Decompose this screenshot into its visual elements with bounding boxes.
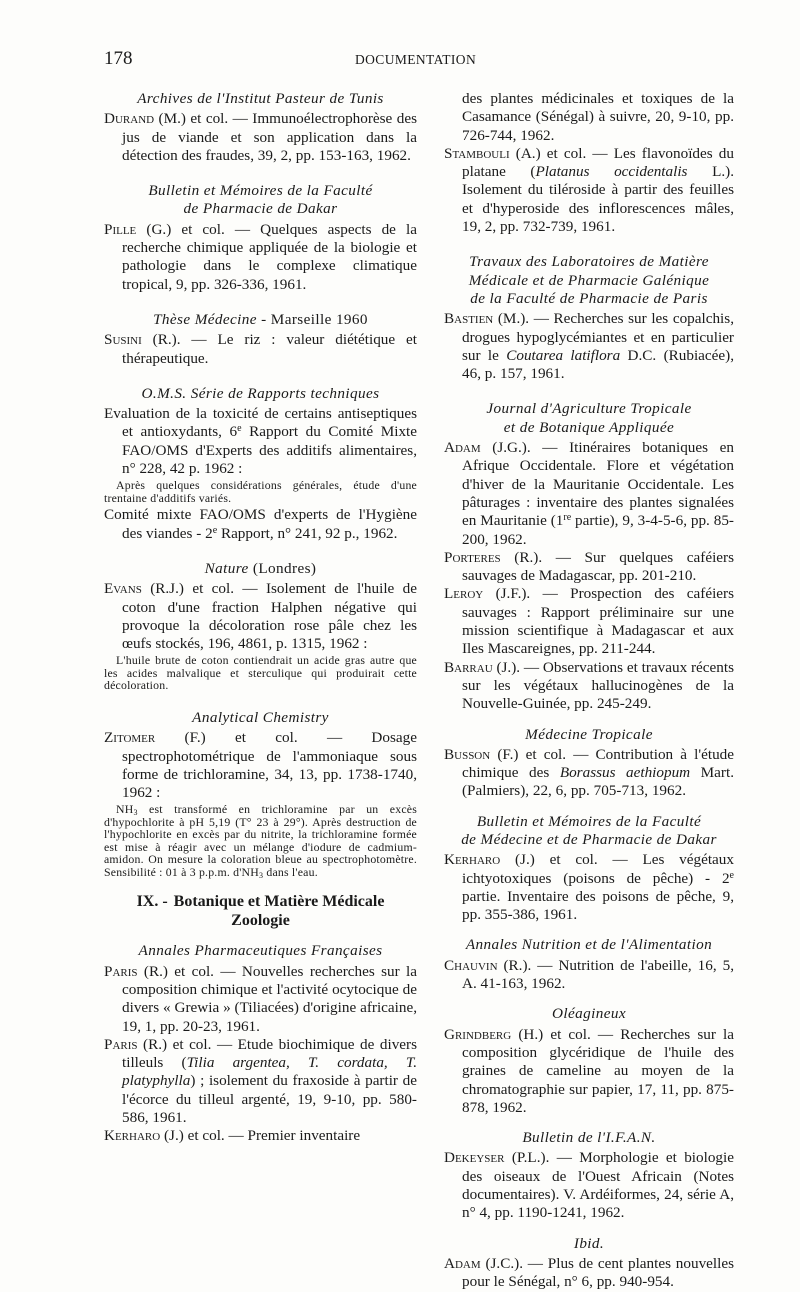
- bibliography-entry: Evaluation de la toxicité de certains antiseptiques et antioxydants, 6e Rapport du Comité Mixte FAO/OMS d'Experts des additifs alimentaires, n° 228, 42 p. 1962 :: [104, 405, 417, 478]
- page-number: 178: [104, 48, 133, 69]
- abstract-note: L'huile brute de coton contiendrait un acide gras autre que les acides malvalique et sterculique qui produirait cette décoloration.: [104, 653, 417, 693]
- section-heading: IX. - Botanique et Matière Médicale Zoologie: [136, 893, 385, 929]
- bibliography-entry: Leroy (J.F.). — Prospection des caféiers sauvages : Rapport préliminaire sur une mission scientifique à Madagascar et aux Iles Mascareignes, pp. 211-244.: [444, 585, 734, 658]
- bibliography-entry: Paris (R.) et col. — Etude biochimique de divers tilleuls (Tilia argentea, T. cordata, T. platyphylla) ; isolement du fraxoside à partir de l'écorce du tilleul argenté, 19, 9-10, pp. 580-586, 1961.: [104, 1035, 417, 1127]
- journal-title: Bulletin de l'I.F.A.N.: [522, 1129, 656, 1147]
- author-name: Stambouli: [444, 144, 510, 162]
- bibliography-entry: Pille (G.) et col. — Quelques aspects de la recherche chimique appliquée de la biologie et pathologie dans le complexe climatique tropical, 9, pp. 326-336, 1961.: [104, 220, 417, 293]
- author-name: Evans: [104, 580, 142, 598]
- abstract-note: $NH_3$ est transformé en trichloramine par un excès d'hypochlorite à pH 5,19 (T° 23 à 29°). Après destruction de l'hypochlorite en excès par du nitrite, la trichloramine formée est mise à réagir avec un mélange d'iodure de cadmium-amidon. On mesure la coloration bleue au spectrophotomètre. Sensibilité : 01 à 3 p.p.m. $d'NH_3$ dans l'eau.: [104, 802, 417, 880]
- bibliography-entry: Paris (R.) et col. — Nouvelles recherches sur la composition chimique et l'activité ocytocique de divers « Grewia » (Tiliacées) d'origine africaine, 19, 1, pp. 20-23, 1961.: [104, 962, 417, 1035]
- journal-title: Archives de l'Institut Pasteur de Tunis: [137, 90, 384, 107]
- bibliography-entry: Porteres (R.). — Sur quelques caféiers sauvages de Madagascar, pp. 201-210.: [444, 548, 734, 585]
- bibliography-entry: Chauvin (R.). — Nutrition de l'abeille, 16, 5, A. 41-163, 1962.: [444, 956, 734, 993]
- author-name: Chauvin: [444, 956, 498, 974]
- journal-title: Bulletin et Mémoires de la Faculté de Pharmacie de Dakar: [148, 182, 373, 218]
- bibliography-entry: Adam (J.C.). — Plus de cent plantes nouvelles pour le Sénégal, n° 6, pp. 940-954.: [444, 1254, 734, 1291]
- right-column: [444, 90, 734, 1292]
- journal-title: Analytical Chemistry: [192, 708, 329, 726]
- bibliography-entry: Dekeyser (P.L.). — Morphologie et biologie des oiseaux de l'Ouest Africain (Notes documentaires). V. Ardéiformes, 24, série A, n° 4, pp. 1190-1241, 1962.: [444, 1149, 734, 1222]
- journal-title: Annales Pharmaceutiques Françaises: [138, 942, 383, 960]
- journal-title: Travaux des Laboratoires de Matière Médicale et de Pharmacie Galénique de la Faculté de Pharmacie de Paris: [468, 253, 710, 307]
- author-name: Leroy: [444, 585, 484, 603]
- bibliography-entry: Barrau (J.). — Observations et travaux récents sur les végétaux hallucinogènes de la Nouvelle-Guinée, pp. 245-249.: [444, 658, 734, 713]
- bibliography-entry: Kerharo (J.) et col. — Premier inventaire: [104, 1127, 361, 1145]
- author-name: Zitomer: [104, 729, 156, 747]
- left-column: [104, 90, 417, 1146]
- journal-title: Thèse Médecine - Marseille 1960: [153, 310, 368, 328]
- bibliography-entry: Grindberg (H.) et col. — Recherches sur la composition glycéridique de l'huile des graines de cameline au moyen de la chromatographie sur papier, 17, 11, pp. 875-878, 1962.: [444, 1025, 734, 1116]
- bibliography-entry: Bastien (M.). — Recherches sur les copalchis, drogues hypoglycémiantes et en particulier sur le Coutarea latiflora D.C. (Rubiacée), 46, p. 157, 1961.: [444, 310, 734, 383]
- bibliography-entry: Busson (F.) et col. — Contribution à l'étude chimique des Borassus aethiopum Mart. (Palmiers), 22, 6, pp. 705-713, 1962.: [444, 745, 734, 800]
- author-name: Barrau: [444, 658, 493, 676]
- author-name: Grindberg: [444, 1025, 512, 1043]
- journal-title: O.M.S. Série de Rapports techniques: [141, 384, 380, 402]
- bibliography-entry: Stambouli (A.) et col. — Les flavonoïdes du platane (Platanus occidentalis L.). Isolement du tiléroside à partir des feuilles et d'hyperoside des inflorescences mâles, 19, 2, pp. 732-739, 1961.: [444, 144, 734, 236]
- bibliography-entry: Kerharo (J.) et col. — Les végétaux ichtyotoxiques (poisons de pêche) - 2e partie. Inventaire des poisons de pêche, 9, pp. 355-386, 1961.: [444, 851, 734, 924]
- journal-title: Ibid.: [573, 1234, 605, 1252]
- author-name: Busson: [444, 745, 491, 763]
- journal-title: Annales Nutrition et de l'Alimentation: [465, 936, 713, 954]
- author-name: Dekeyser: [444, 1149, 505, 1167]
- author-name: Porteres: [444, 548, 501, 566]
- journal-title: Médecine Tropicale: [525, 725, 653, 743]
- journal-title: Nature (Londres): [204, 559, 317, 577]
- author-name: Paris: [104, 1035, 138, 1053]
- journal-title: Bulletin et Mémoires de la Faculté de Médecine et de Pharmacie de Dakar: [461, 812, 717, 848]
- author-name: Adam: [444, 1254, 481, 1272]
- bibliography-entry: Adam (J.G.). — Itinéraires botaniques en Afrique Occidentale. Flore et végétation d'hiver de la Mauritanie Occidentale. Les pâturages : inventaire des plantes signalées en Mauritanie (1re partie), 9, 3-4-5-6, pp. 85-200, 1962.: [444, 439, 734, 548]
- bibliography-entry: Susini (R.). — Le riz : valeur diététique et thérapeutique.: [104, 331, 417, 367]
- abstract-note: Après quelques considérations générales, étude d'une trentaine d'additifs variés.: [104, 478, 417, 505]
- author-name: Paris: [104, 962, 138, 980]
- bibliography-entry: Zitomer (F.) et col. — Dosage spectrophotométrique de l'ammoniaque sous forme de trichloramine, 34, 13, pp. 1738-1740, 1962 :: [104, 729, 417, 802]
- author-name: Pille: [104, 220, 137, 238]
- running-head: DOCUMENTATION: [355, 52, 477, 67]
- author-name: Durand: [104, 110, 155, 128]
- bibliography-entry-continued: des plantes médicinales et toxiques de la Casamance (Sénégal) à suivre, 20, 9-10, pp. 726-744, 1962.: [462, 90, 734, 144]
- journal-title: Oléagineux: [551, 1005, 626, 1023]
- author-name: Adam: [444, 439, 481, 457]
- author-name: Susini: [104, 331, 142, 349]
- author-name: Kerharo: [104, 1127, 161, 1145]
- author-name: Bastien: [444, 310, 494, 328]
- bibliography-entry: Evans (R.J.) et col. — Isolement de l'huile de coton d'une fraction Halphen négative qui provoque la décoloration rose pâle chez les œufs stockés, 196, 4861, p. 1315, 1962 :: [104, 580, 417, 653]
- bibliography-entry: Durand (M.) et col. — Immunoélectrophorèse des jus de viande et son application dans la détection des fraudes, 39, 2, pp. 153-163, 1962.: [104, 110, 417, 164]
- bibliography-entry: Comité mixte FAO/OMS d'experts de l'Hygiène des viandes - 2e Rapport, n° 241, 92 p., 1962.: [104, 506, 417, 542]
- author-name: Kerharo: [444, 851, 501, 869]
- journal-title: Journal d'Agriculture Tropicale et de Botanique Appliquée: [486, 400, 692, 436]
